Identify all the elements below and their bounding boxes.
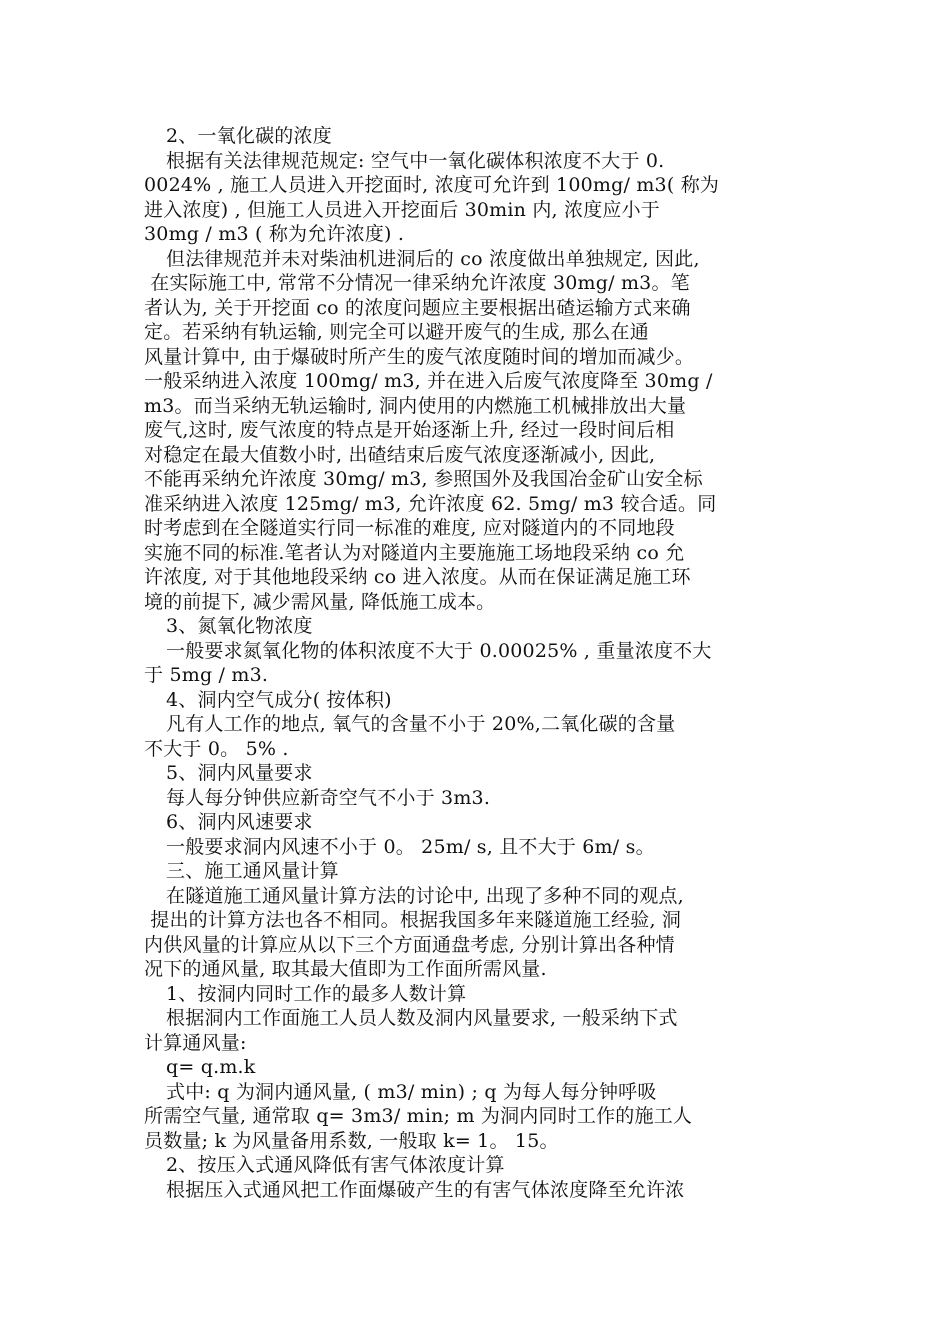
- text-line: 许浓度, 对于其他地段采纳 co 进入浓度。从而在保证满足施工环: [144, 566, 691, 588]
- text-line: 根据洞内工作面施工人员人数及洞内风量要求, 一般采纳下式: [166, 1007, 678, 1029]
- text-line: 4、洞内空气成分( 按体积): [166, 688, 392, 711]
- text-line: 准采纳进入浓度 125mg/ m3, 允许浓度 62. 5mg/ m3 较合适。同: [144, 492, 717, 515]
- text-line: 根据有关法律规范规定: 空气中一氧化碳体积浓度不大于 0.: [166, 149, 665, 172]
- text-line: 5、洞内风量要求: [166, 762, 313, 784]
- text-line: 6、洞内风速要求: [166, 811, 313, 833]
- text-line: 内供风量的计算应从以下三个方面通盘考虑, 分别计算出各种情: [144, 933, 675, 956]
- text-line: 时考虑到在全隧道实行同一标准的难度, 应对隧道内的不同地段: [144, 517, 675, 539]
- text-line: 式中: q 为洞内通风量, ( m3/ min) ; q 为每人每分钟呼吸: [166, 1080, 657, 1103]
- text-line: 提出的计算方法也各不相同。根据我国多年来隧道施工经验, 洞: [144, 909, 682, 931]
- text-line: 0024% , 施工人员进入开挖面时, 浓度可允许到 100mg/ m3( 称为: [144, 174, 720, 196]
- text-line: 凡有人工作的地点, 氧气的含量不小于 20%,二氧化碳的含量: [166, 713, 676, 735]
- text-line: 境的前提下, 减少需风量, 降低施工成本。: [144, 590, 496, 613]
- text-line: 不大于 0。 5% .: [144, 737, 289, 760]
- document-body: [144, 124, 804, 1202]
- text-line: 三、施工通风量计算: [166, 860, 339, 882]
- text-line: 但法律规范并未对柴油机进洞后的 co 浓度做出单独规定, 因此,: [166, 247, 700, 270]
- text-line: 一般采纳进入浓度 100mg/ m3, 并在进入后废气浓度降至 30mg /: [144, 370, 713, 392]
- text-line: 员数量; k 为风量备用系数, 一般取 k= 1。 15。: [144, 1129, 559, 1152]
- text-line: 一般要求洞内风速不小于 0。 25m/ s, 且不大于 6m/ s。: [166, 835, 655, 858]
- text-line: 在隧道施工通风量计算方法的讨论中, 出现了多种不同的观点,: [166, 884, 684, 907]
- text-line: 况下的通风量, 取其最大值即为工作面所需风量.: [144, 958, 547, 980]
- text-line: 2、按压入式通风降低有害气体浓度计算: [166, 1154, 505, 1176]
- text-line: 一般要求氮氧化物的体积浓度不大于 0.00025% , 重量浓度不大: [166, 639, 712, 662]
- text-line: 每人每分钟供应新奇空气不小于 3m3.: [166, 786, 491, 809]
- text-line: m3。而当采纳无轨运输时, 洞内使用的内燃施工机械排放出大量: [144, 394, 687, 417]
- text-line: 于 5mg / m3.: [144, 664, 269, 686]
- text-line: 1、按洞内同时工作的最多人数计算: [166, 982, 467, 1005]
- text-line: 对稳定在最大值数小时, 出碴结束后废气浓度逐渐减小, 因此,: [144, 443, 656, 466]
- text-line: 者认为, 关于开挖面 co 的浓度问题应主要根据出碴运输方式来确: [144, 296, 691, 319]
- text-line: q= q.m.k: [166, 1056, 256, 1078]
- text-line: 3、氮氧化物浓度: [166, 615, 313, 637]
- text-line: 在实际施工中, 常常不分情况一律采纳允许浓度 30mg/ m3。笔: [144, 272, 690, 294]
- text-line: 风量计算中, 由于爆破时所产生的废气浓度随时间的增加而减少。: [144, 345, 695, 368]
- text-line: 实施不同的标准.笔者认为对隧道内主要施施工场地段采纳 co 允: [144, 541, 685, 564]
- text-line: 计算通风量:: [144, 1031, 247, 1054]
- text-line: 进入浓度) , 但施工人员进入开挖面后 30min 内, 浓度应小于: [144, 198, 660, 221]
- text-line: 定。若采纳有轨运输, 则完全可以避开废气的生成, 那么在通: [144, 321, 649, 343]
- text-line: 根据压入式通风把工作面爆破产生的有害气体浓度降至允许浓: [166, 1178, 685, 1201]
- text-line: 废气,这时, 废气浓度的特点是开始逐渐上升, 经过一段时间后相: [144, 419, 675, 441]
- text-line: 不能再采纳允许浓度 30mg/ m3, 参照国外及我国冶金矿山安全标: [144, 468, 703, 490]
- text-line: 30mg / m3 ( 称为允许浓度) .: [144, 223, 405, 245]
- text-line: 2、一氧化碳的浓度: [166, 125, 332, 147]
- text-line: 所需空气量, 通常取 q= 3m3/ min; m 为洞内同时工作的施工人: [144, 1105, 693, 1127]
